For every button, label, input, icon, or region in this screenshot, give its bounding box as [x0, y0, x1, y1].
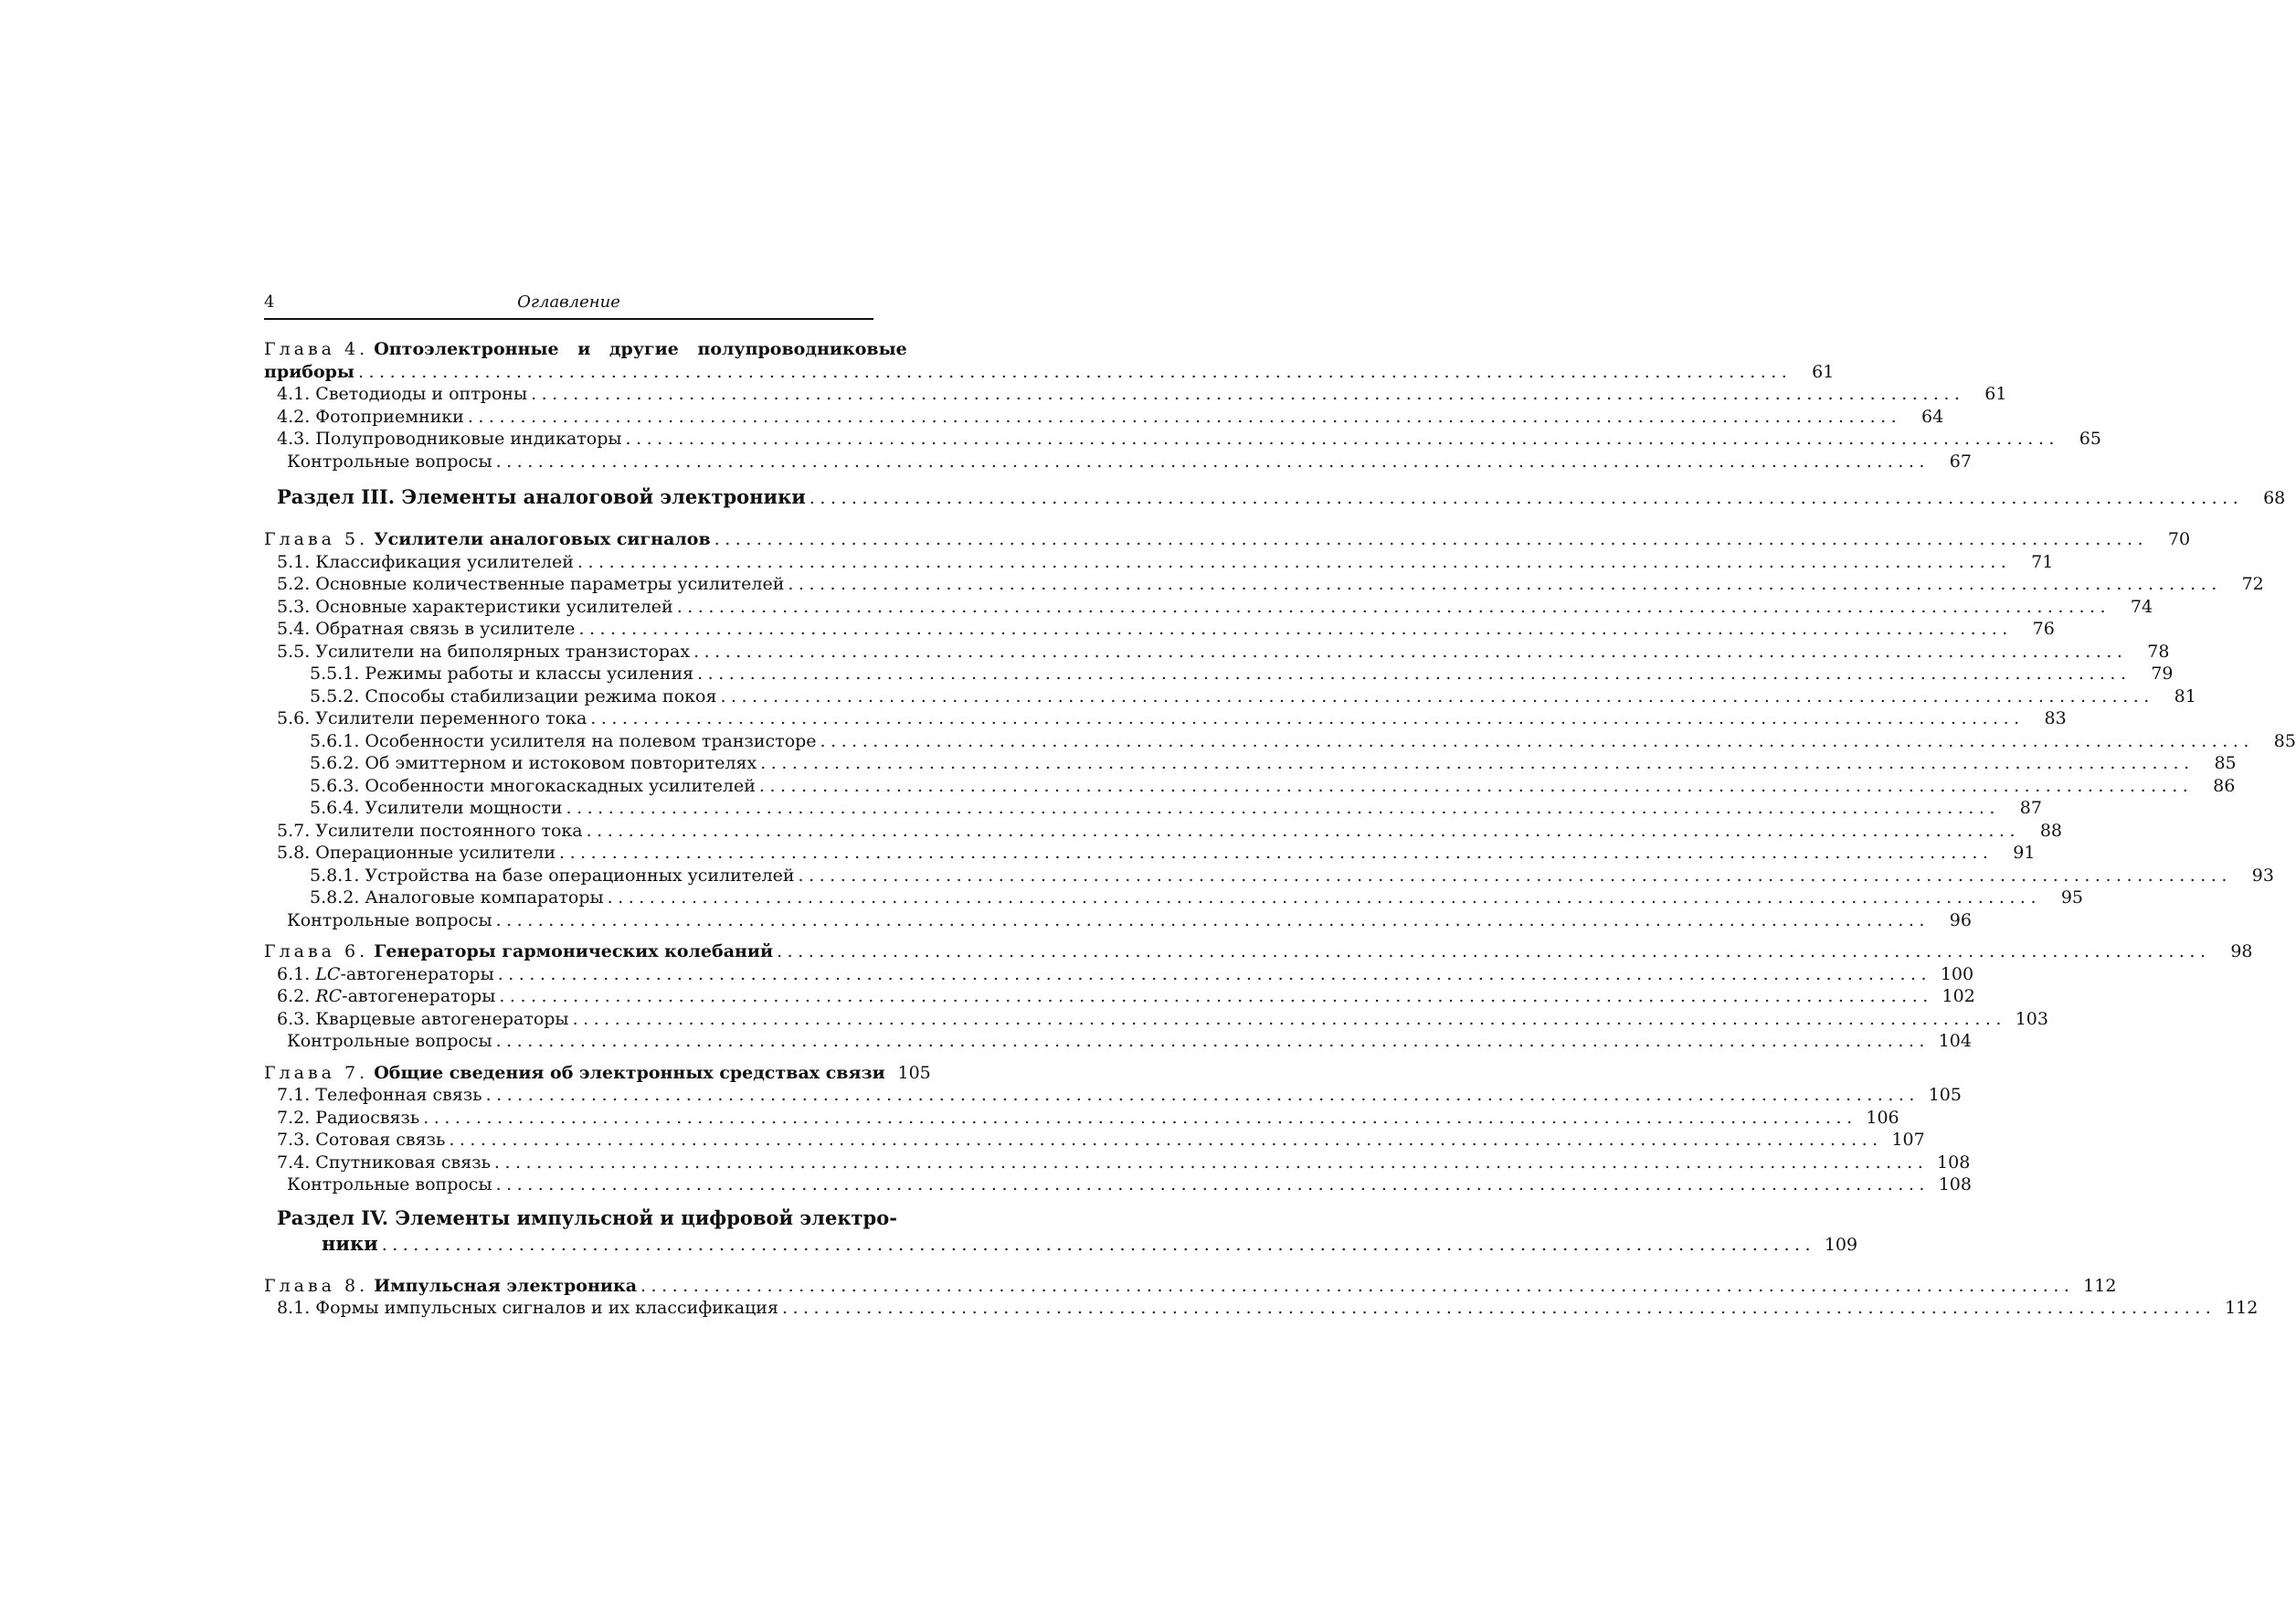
toc-entry-page: 74	[2130, 596, 2153, 617]
toc-entry-page: 87	[2019, 798, 2042, 818]
chapter-4-title-line1: Оптоэлектронные и другие полупроводниковые	[374, 339, 907, 359]
toc-entry-label: 6.2. RC-автогенераторы	[277, 986, 496, 1006]
dot-leader: ........................................................................................................................................	[572, 1008, 2006, 1029]
toc-entry-5-5-2	[264, 685, 2196, 708]
toc-entry-5-questions	[264, 909, 1972, 932]
dot-leader: ........................................................................................................................................	[798, 865, 2232, 886]
chapter-4-heading-line2	[264, 361, 1835, 384]
chapter-5-page: 70	[2167, 529, 2191, 549]
dot-leader: ........................................................................................................................................	[566, 798, 2000, 818]
toc-entry-label: 5.6. Усилители переменного тока	[277, 708, 587, 728]
toc-entry-6-questions	[264, 1030, 1972, 1053]
dot-leader: ........................................................................................................................................	[820, 730, 2254, 751]
chapter-6-heading	[264, 940, 2253, 963]
toc-entry-page: 88	[2039, 820, 2063, 841]
toc-entry-4-questions	[264, 451, 1972, 473]
toc-entry-label: 4.2. Фотоприемники	[277, 406, 464, 427]
dot-leader: ........................................................................................................................................	[467, 406, 1902, 427]
dot-leader: ........................................................................................................................................	[559, 843, 1994, 863]
chapter-4-title-line2: приборы	[264, 361, 354, 382]
toc-entry-page: 96	[1949, 909, 1972, 930]
part-3-title: Раздел III. Элементы аналоговой электроники	[277, 485, 806, 508]
chapter-4-page: 61	[1812, 361, 1835, 382]
chapter-4-prefix: Глава 4.	[264, 339, 369, 359]
toc-entry-page: 83	[2044, 708, 2067, 728]
dot-leader: ........................................................................................................................................	[676, 596, 2111, 617]
dot-leader: ........................................................................................................................................	[607, 887, 2042, 908]
toc-entry-5-4	[264, 618, 2055, 641]
toc-entry-page: 85	[2214, 753, 2237, 773]
toc-entry-label: Контрольные вопросы	[287, 451, 492, 472]
dot-leader: ........................................................................................................................................	[423, 1107, 1857, 1128]
chapter-7-title: Общие сведения об электронных средствах связи	[374, 1062, 885, 1083]
toc-entry-label: 8.1. Формы импульсных сигналов и их классификация	[277, 1298, 778, 1318]
toc-entry-label: 5.3. Основные характеристики усилителей	[277, 596, 673, 617]
toc-entry-5-8-2	[264, 886, 2084, 909]
dot-leader: ........................................................................................................................................	[531, 384, 1965, 404]
part-3-heading	[264, 484, 2286, 510]
dot-leader: ........................................................................................................................................	[577, 551, 2012, 572]
dot-leader: ........................................................................................................................................	[693, 641, 2128, 662]
toc-entry-page: 61	[1984, 384, 2007, 404]
dot-leader: ........................................................................................................................................	[578, 619, 2013, 639]
dot-leader: ........................................................................................................................................	[495, 451, 1930, 472]
toc-entry-page: 112	[2225, 1298, 2259, 1318]
chapter-6-page: 98	[2230, 941, 2253, 961]
part-4-title-line2: ники	[322, 1231, 378, 1255]
dot-leader: ........................................................................................................................................	[697, 663, 2132, 684]
toc-entry-4-2	[264, 406, 1944, 429]
toc-entry-5-2	[264, 573, 2264, 596]
running-title: Оглавление	[517, 292, 620, 312]
dot-leader: ........................................................................................................................................	[495, 909, 1930, 930]
dot-leader: ........................................................................................................................................	[640, 1275, 2075, 1296]
toc-entry-page: 64	[1921, 406, 1944, 427]
toc-entry-6-3	[264, 1008, 2048, 1031]
toc-entry-5-1	[264, 551, 2054, 574]
toc-entry-page: 104	[1938, 1031, 1972, 1051]
toc-entry-6-2	[264, 985, 1975, 1008]
toc-entry-page: 86	[2213, 775, 2236, 796]
chapter-5-title: Усилители аналоговых сигналов	[374, 529, 711, 549]
chapter-8-page: 112	[2083, 1275, 2117, 1296]
chapter-8-heading	[264, 1275, 2117, 1298]
toc-entry-label: 5.8. Операционные усилители	[277, 843, 556, 863]
toc-entry-5-5-1	[264, 663, 2174, 685]
toc-entry-label: 6.1. LC-автогенераторы	[277, 963, 494, 984]
chapter-5-prefix: Глава 5.	[264, 529, 369, 549]
table-of-contents	[264, 338, 2296, 1320]
dot-leader: ........................................................................................................................................	[625, 429, 2059, 449]
toc-entry-label: 7.3. Сотовая связь	[277, 1130, 446, 1150]
toc-entry-5-6-2	[264, 752, 2237, 775]
toc-entry-label: 5.7. Усилители постоянного тока	[277, 820, 583, 841]
chapter-8-title: Импульсная электроника	[374, 1275, 638, 1296]
toc-entry-page: 67	[1949, 451, 1972, 472]
dot-leader: ........................................................................................................................................	[449, 1130, 1883, 1150]
part-4-title-line1: Раздел IV. Элементы импульсной и цифровой электро-	[277, 1205, 897, 1229]
toc-entry-5-6-1	[264, 730, 2296, 753]
toc-entry-label: 6.3. Кварцевые автогенераторы	[277, 1008, 569, 1029]
toc-entry-4-3	[264, 428, 2101, 451]
toc-entry-5-3	[264, 596, 2153, 619]
part-4-page: 109	[1824, 1234, 1858, 1255]
toc-entry-8-1	[264, 1297, 2259, 1320]
toc-entry-label: 5.8.2. Аналоговые компараторы	[310, 887, 604, 908]
toc-entry-label: 4.1. Светодиоды и оптроны	[277, 384, 528, 404]
toc-entry-label: 4.3. Полупроводниковые индикаторы	[277, 429, 622, 449]
toc-entry-6-1	[264, 963, 1974, 986]
toc-entry-label: 5.5.2. Способы стабилизации режима покоя	[310, 685, 717, 706]
chapter-7-prefix: Глава 7.	[264, 1062, 369, 1083]
chapter-5-heading	[264, 528, 2191, 551]
toc-entry-7-2	[264, 1107, 1899, 1130]
toc-entry-label: 5.6.4. Усилители мощности	[310, 798, 563, 818]
dot-leader: ........................................................................................................................................	[788, 574, 2222, 594]
dot-leader: ........................................................................................................................................	[781, 1298, 2217, 1318]
dot-leader: ........................................................................................................................................	[493, 1152, 1929, 1173]
chapter-4-heading-line1	[264, 338, 907, 361]
toc-entry-page: 91	[2013, 843, 2036, 863]
part-4-heading-line2	[264, 1231, 1858, 1257]
toc-entry-label: 5.6.2. Об эмиттерном и истоковом повторителях	[310, 753, 757, 773]
toc-entry-page: 95	[2060, 887, 2084, 908]
chapter-7-heading	[264, 1062, 931, 1085]
toc-entry-7-1	[264, 1084, 1962, 1107]
chapter-8-prefix: Глава 8.	[264, 1275, 369, 1296]
toc-entry-page: 85	[2273, 730, 2296, 751]
toc-entry-page: 78	[2147, 641, 2170, 662]
chapter-6-title: Генераторы гармонических колебаний	[374, 941, 774, 961]
toc-entry-5-8	[264, 842, 2036, 865]
toc-entry-page: 108	[1938, 1174, 1972, 1194]
toc-entry-4-1	[264, 383, 2007, 406]
toc-entry-7-3	[264, 1129, 1925, 1152]
page-number: 4	[264, 292, 275, 312]
toc-entry-5-8-1	[264, 865, 2274, 887]
toc-entry-7-4	[264, 1152, 1971, 1174]
toc-entry-5-6	[264, 707, 2067, 730]
toc-entry-page: 65	[2079, 429, 2101, 449]
toc-entry-label: 5.5. Усилители на биполярных транзисторах	[277, 641, 691, 662]
toc-entry-label: Контрольные вопросы	[287, 909, 492, 930]
dot-leader: ........................................................................................................................................	[495, 1174, 1930, 1194]
toc-entry-page: 108	[1937, 1152, 1971, 1173]
toc-entry-page: 72	[2241, 574, 2264, 594]
toc-entry-page: 93	[2251, 865, 2274, 886]
toc-entry-label: 5.2. Основные количественные параметры усилителей	[277, 574, 785, 594]
toc-entry-5-6-3	[264, 775, 2236, 798]
toc-entry-page: 107	[1891, 1130, 1925, 1150]
toc-entry-label: 7.1. Телефонная связь	[277, 1085, 482, 1105]
toc-entry-page: 105	[1928, 1085, 1962, 1105]
chapter-6-prefix: Глава 6.	[264, 941, 369, 961]
dot-leader: ........................................................................................................................................	[590, 708, 2025, 728]
dot-leader: ........................................................................................................................................	[497, 963, 1932, 984]
chapter-7-page: 105	[897, 1062, 931, 1083]
toc-entry-page: 106	[1866, 1107, 1899, 1128]
dot-leader: ........................................................................................................................................	[714, 529, 2149, 549]
dot-leader: ........................................................................................................................................	[357, 361, 1793, 382]
toc-entry-5-6-4	[264, 797, 2042, 820]
dot-leader: ........................................................................................................................................	[485, 1085, 1920, 1105]
toc-entry-5-5	[264, 641, 2170, 663]
toc-entry-page: 76	[2032, 619, 2055, 639]
toc-entry-label: Контрольные вопросы	[287, 1031, 492, 1051]
running-header	[264, 291, 873, 320]
toc-entry-page: 81	[2174, 685, 2196, 706]
toc-entry-label: Контрольные вопросы	[287, 1174, 492, 1194]
toc-entry-label: 5.6.3. Особенности многокаскадных усилителей	[310, 775, 756, 796]
dot-leader: ........................................................................................................................................	[720, 685, 2154, 706]
toc-entry-label: 5.8.1. Устройства на базе операционных усилителей	[310, 865, 795, 886]
dot-leader: ........................................................................................................................................	[760, 753, 2195, 773]
toc-entry-7-questions	[264, 1173, 1972, 1196]
part-3-page: 68	[2263, 488, 2286, 508]
part-4-heading-line1	[264, 1205, 897, 1231]
toc-entry-5-7	[264, 820, 2063, 843]
toc-entry-label: 5.5.1. Режимы работы и классы усиления	[310, 663, 694, 684]
dot-leader: ........................................................................................................................................	[495, 1031, 1930, 1051]
toc-entry-label: 7.2. Радиосвязь	[277, 1107, 420, 1128]
dot-leader: ........................................................................................................................................	[777, 941, 2211, 961]
toc-entry-page: 100	[1940, 963, 1974, 984]
toc-entry-label: 5.1. Классификация усилителей	[277, 551, 574, 572]
toc-entry-page: 102	[1942, 986, 1975, 1006]
toc-entry-label: 5.6.1. Особенности усилителя на полевом транзисторе	[310, 730, 817, 751]
toc-entry-label: 5.4. Обратная связь в усилителе	[277, 619, 576, 639]
dot-leader: ........................................................................................................................................	[758, 775, 2194, 796]
toc-entry-page: 71	[2031, 551, 2054, 572]
dot-leader: ........................................................................................................................................	[381, 1234, 1816, 1255]
dot-leader: ........................................................................................................................................	[809, 488, 2244, 508]
dot-leader: ........................................................................................................................................	[586, 820, 2021, 841]
dot-leader: ........................................................................................................................................	[499, 986, 1933, 1006]
toc-entry-page: 79	[2151, 663, 2174, 684]
toc-entry-label: 7.4. Спутниковая связь	[277, 1152, 491, 1173]
toc-entry-page: 103	[2015, 1008, 2048, 1029]
